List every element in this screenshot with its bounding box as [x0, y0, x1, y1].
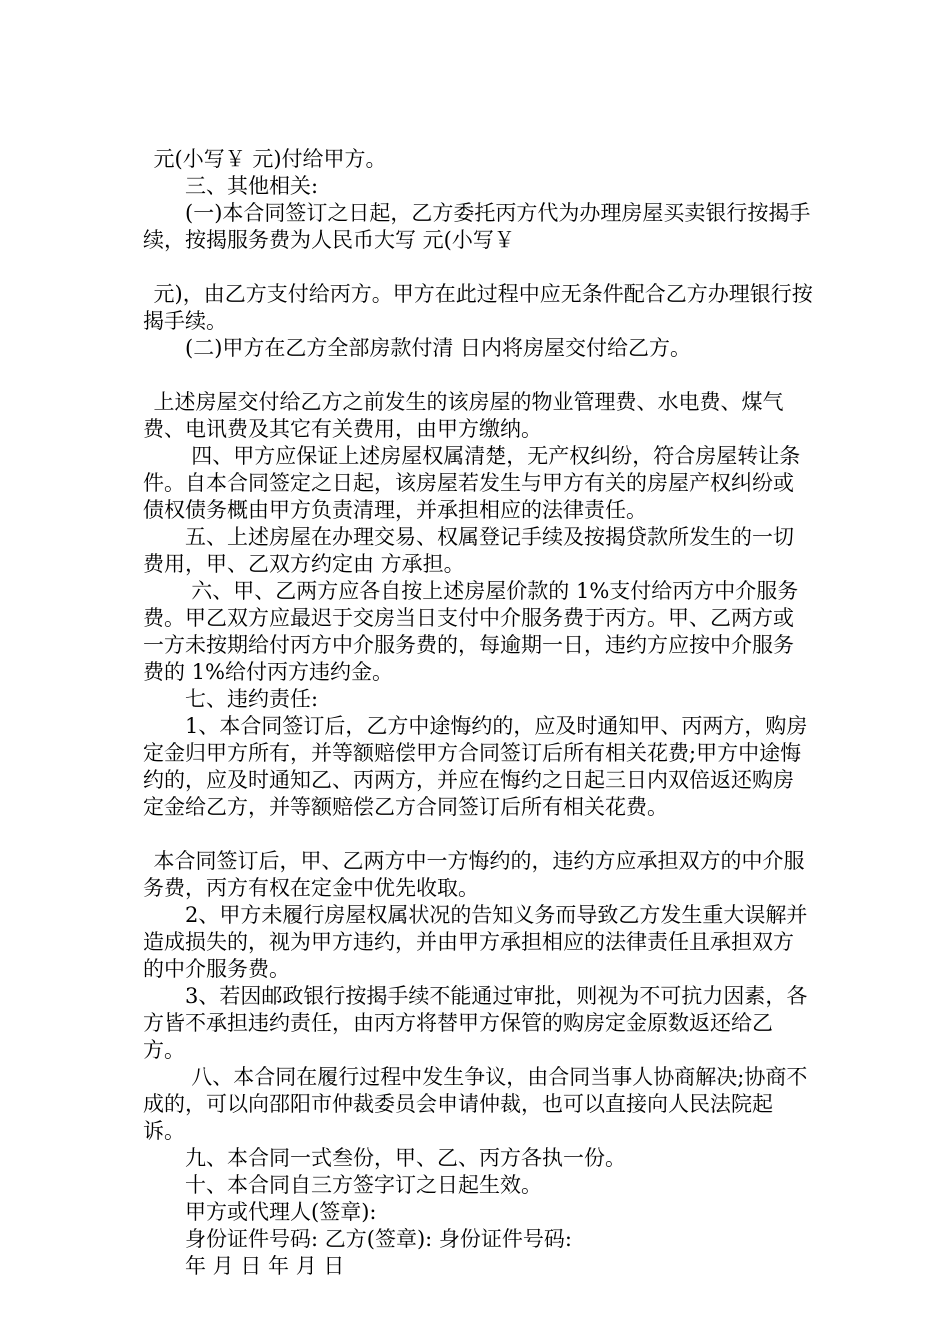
section-6: 六、甲、乙两方应各自按上述房屋价款的 1%支付给丙方中介服务费。甲乙双方应最迟于交房当日支付中介服务费于丙方。甲、乙两方或一方未按期给付丙方中介服务费的，每逾期一日，违约方应按中介服务费的 1%给付丙方违约金。	[143, 579, 799, 684]
section-7-heading: 七、违约责任:	[185, 687, 319, 711]
section-8: 八、本合同在履行过程中发生争议，由合同当事人协商解决;协商不成的，可以向邵阳市仲裁委员会申请仲裁，也可以直接向人民法院起诉。	[143, 1065, 808, 1143]
clause-3-2: (二)甲方在乙方全部房款付清 日内将房屋交付给乙方。	[185, 336, 692, 360]
payment-line: 元(小写￥ 元)付给甲方。	[153, 147, 387, 171]
section-5: 五、上述房屋在办理交易、权属登记手续及按揭贷款所发生的一切费用，甲、乙双方约定由 方承担。	[143, 525, 794, 576]
clause-3-1-continued: 元)，由乙方支付给丙方。甲方在此过程中应无条件配合乙方办理银行按揭手续。	[143, 282, 813, 333]
party-a-signature: 甲方或代理人(签章):	[185, 1200, 377, 1224]
clause-7-2: 2、甲方未履行房屋权属状况的告知义务而导致乙方发生重大误解并造成损失的，视为甲方违约，并由甲方承担相应的法律责任且承担双方的中介服务费。	[143, 903, 808, 981]
clause-7-1-continued: 本合同签订后，甲、乙两方中一方悔约的，违约方应承担双方的中介服务费，丙方有权在定金中优先收取。	[143, 849, 805, 900]
id-and-party-b-signature: 身份证件号码: 乙方(签章): 身份证件号码:	[185, 1227, 572, 1251]
contract-body	[143, 146, 813, 1280]
blank-line	[143, 254, 813, 281]
clause-3-2-continued: 上述房屋交付给乙方之前发生的该房屋的物业管理费、水电费、煤气费、电讯费及其它有关费用，由甲方缴纳。	[143, 390, 784, 441]
clause-3-1: (一)本合同签订之日起，乙方委托丙方代为办理房屋买卖银行按揭手续，按揭服务费为人民币大写 元(小写￥	[143, 201, 811, 252]
date-line: 年 月 日 年 月 日	[185, 1254, 345, 1278]
blank-line	[143, 821, 813, 848]
section-10: 十、本合同自三方签字订之日起生效。	[185, 1173, 542, 1197]
section-4: 四、甲方应保证上述房屋权属清楚，无产权纠纷，符合房屋转让条件。自本合同签定之日起，该房屋若发生与甲方有关的房屋产权纠纷或债权债务概由甲方负责清理，并承担相应的法律责任。	[143, 444, 801, 522]
blank-line	[143, 362, 813, 389]
clause-7-3: 3、若因邮政银行按揭手续不能通过审批，则视为不可抗力因素，各方皆不承担违约责任，由丙方将替甲方保管的购房定金原数返还给乙方。	[143, 984, 808, 1062]
section-3-heading: 三、其他相关:	[185, 174, 319, 198]
clause-7-1: 1、本合同签订后，乙方中途悔约的，应及时通知甲、丙两方，购房定金归甲方所有，并等额赔偿甲方合同签订后所有相关花费;甲方中途悔约的，应及时通知乙、丙两方，并应在悔约之日起三日内双倍返还购房定金给乙方，并等额赔偿乙方合同签订后所有相关花费。	[143, 714, 808, 819]
section-9: 九、本合同一式叁份，甲、乙、丙方各执一份。	[185, 1146, 626, 1170]
